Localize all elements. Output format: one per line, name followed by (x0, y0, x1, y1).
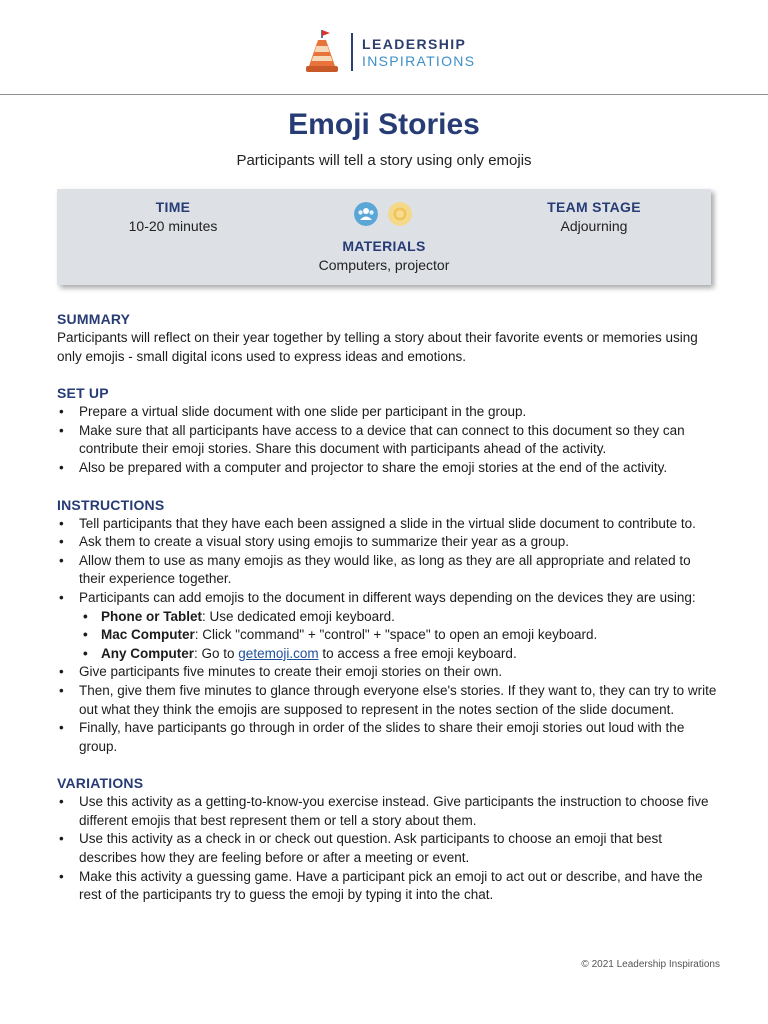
instructions-list (57, 515, 717, 757)
device-text: to access a free emoji keyboard. (318, 645, 517, 661)
device-label: Mac Computer (101, 627, 195, 643)
sun-icon (388, 202, 412, 226)
list-item (57, 589, 717, 663)
logo-divider (351, 33, 353, 71)
setup-list (57, 403, 717, 477)
materials-label: MATERIALS (342, 238, 426, 254)
list-item: • Tell participants that they have each been assigned a slide in the virtual slide document to contribute to. (57, 515, 717, 534)
materials-value: Computers, projector (318, 257, 450, 273)
page-title: Emoji Stories (288, 108, 480, 141)
info-icons (354, 202, 414, 228)
device-label: Any Computer (101, 645, 195, 661)
activity-info-box (57, 189, 711, 285)
summary-heading: SUMMARY (57, 311, 131, 327)
variations-list (57, 793, 717, 905)
list-item: • Allow them to use as many emojis as they would like, as long as they are all appropriate and related to their experience together. (57, 552, 717, 589)
device-text: : Click "command" + "control" + "space" to open an emoji keyboard. (194, 627, 598, 643)
page-header (0, 0, 768, 95)
device-item (79, 608, 717, 627)
summary-text: Participants will reflect on their year together by telling a story about their favorite events or memories using only emojis - small digital icons used to express ideas and emotions. (57, 330, 698, 364)
copyright-footer: © 2021 Leadership Inspirations (581, 959, 720, 970)
logo (305, 28, 485, 76)
traffic-cone-icon (305, 28, 341, 74)
getemoji-link[interactable]: getemoji.com (238, 645, 319, 661)
time-label: TIME (155, 199, 191, 215)
list-item: • Make sure that all participants have access to a device that can connect to this document so they can contribute their emoji stories. Share this document with participants ahead of the activity. (57, 422, 717, 459)
list-item: • Then, give them five minutes to glance through everyone else's stories. If they want to, they can try to write out what they think the emojis are supposed to represent in the notes section of the slide document. (57, 682, 717, 719)
logo-wordmark-line1: LEADERSHIP (362, 36, 467, 52)
variations-heading: VARIATIONS (57, 775, 144, 792)
setup-heading: SET UP (57, 385, 109, 402)
activity-content (57, 310, 717, 905)
list-item: • Use this activity as a check in or check out question. Ask participants to choose an emoji that best describes how they are feeling before or after a meeting or event. (57, 830, 717, 867)
list-item: • Also be prepared with a computer and projector to share the emoji stories at the end of the activity. (57, 459, 717, 478)
list-item: • Give participants five minutes to create their emoji stories on their own. (57, 663, 717, 682)
list-item: • Use this activity as a getting-to-know-you exercise instead. Give participants the instruction to choose five different emojis that best represent them or tell a story about them. (57, 793, 717, 830)
page-subtitle: Participants will tell a story using only emojis (236, 152, 532, 169)
team-stage-value: Adjourning (560, 218, 628, 234)
device-label: Phone or Tablet (101, 608, 203, 624)
device-list (79, 608, 717, 664)
time-value: 10-20 minutes (128, 218, 218, 234)
instructions-heading: INSTRUCTIONS (57, 496, 165, 513)
list-item: • Ask them to create a visual story using emojis to summarize their year as a group. (57, 533, 717, 552)
device-text: : Use dedicated emoji keyboard. (202, 608, 395, 624)
device-item (79, 645, 717, 664)
list-item: • Make this activity a guessing game. Have a participant pick an emoji to act out or describe, and have the rest of the participants try to guess the emoji by typing it into the chat. (57, 868, 717, 905)
list-item: • Finally, have participants go through in order of the slides to share their emoji stories out loud with the group. (57, 719, 717, 756)
team-stage-label: TEAM STAGE (547, 199, 641, 215)
list-item-text: Participants can add emojis to the document in different ways depending on the devices they are using: (79, 589, 696, 605)
logo-wordmark-line2: INSPIRATIONS (362, 53, 476, 69)
list-item: • Prepare a virtual slide document with one slide per participant in the group. (57, 403, 717, 422)
device-item (79, 626, 717, 645)
device-text: : Go to (194, 645, 239, 661)
people-group-icon (354, 202, 378, 226)
